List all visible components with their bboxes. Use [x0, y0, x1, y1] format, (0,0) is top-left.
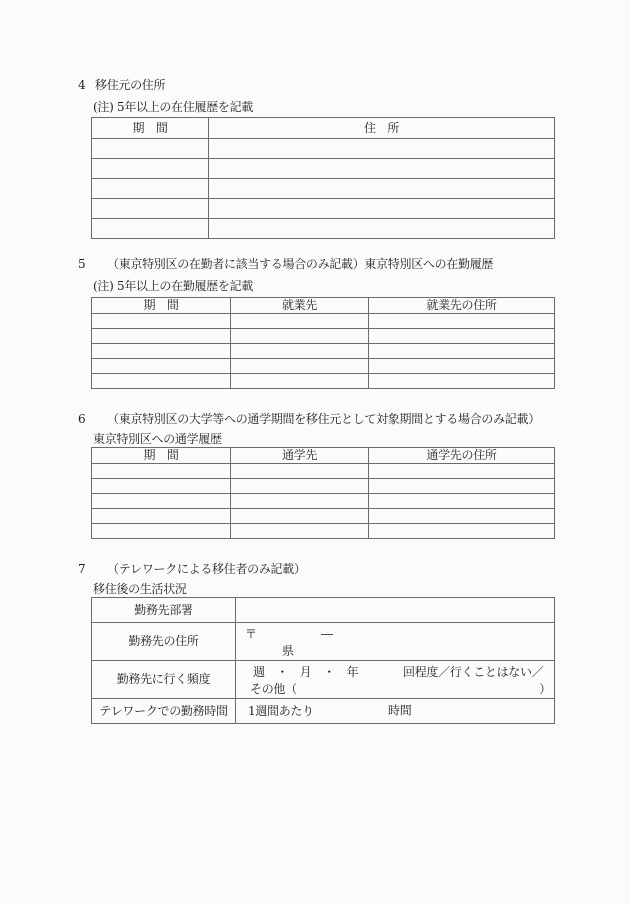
column-header-period: 期 間	[92, 298, 231, 314]
section-6-number: 6	[78, 412, 86, 426]
column-header-school-address: 通学先の住所	[369, 448, 555, 464]
empty-cell	[92, 159, 209, 179]
table-row-department	[92, 598, 555, 623]
postal-dash: ―	[321, 627, 333, 641]
table-row	[92, 494, 555, 509]
table-row	[92, 139, 555, 159]
empty-cell	[231, 494, 369, 509]
empty-cell	[369, 314, 555, 329]
empty-cell	[92, 374, 231, 389]
empty-cell	[369, 344, 555, 359]
empty-cell	[92, 344, 231, 359]
empty-cell	[369, 374, 555, 389]
section-7-heading	[78, 562, 306, 577]
empty-cell	[236, 598, 555, 623]
empty-cell	[369, 524, 555, 539]
empty-cell	[231, 509, 369, 524]
table-row	[92, 199, 555, 219]
section-7-title: （テレワークによる移住者のみ記載）	[107, 562, 306, 576]
work-history-table	[91, 297, 555, 389]
empty-cell	[231, 314, 369, 329]
empty-cell	[209, 219, 555, 239]
empty-cell	[92, 494, 231, 509]
frequency-suffix: 回程度／行くことはない／	[403, 665, 544, 679]
row-label-commute-frequency: 勤務先に行く頻度	[92, 661, 236, 699]
per-week-label: 1週間あたり	[248, 703, 314, 718]
empty-cell	[231, 359, 369, 374]
section-5-note: (注) 5年以上の在勤履歴を記載	[93, 279, 254, 293]
column-header-employer-address: 就業先の住所	[369, 298, 555, 314]
empty-cell	[209, 139, 555, 159]
residence-history-table	[91, 117, 555, 239]
column-header-school: 通学先	[231, 448, 369, 464]
table-row	[92, 159, 555, 179]
row-label-telework-hours: テレワークでの勤務時間	[92, 699, 236, 724]
telework-status-table	[91, 597, 555, 724]
other-option-close-paren: ）	[539, 682, 551, 696]
table-header-row	[92, 298, 555, 314]
section-4-title: 移住元の住所	[95, 78, 166, 92]
table-row	[92, 524, 555, 539]
empty-cell	[369, 464, 555, 479]
empty-cell	[92, 219, 209, 239]
hours-unit-label: 時間	[388, 703, 412, 718]
empty-cell	[231, 374, 369, 389]
table-row	[92, 464, 555, 479]
section-7-number: 7	[78, 562, 86, 576]
table-row	[92, 374, 555, 389]
telework-hours-cell	[236, 699, 555, 724]
empty-cell	[369, 479, 555, 494]
empty-cell	[92, 509, 231, 524]
table-row	[92, 219, 555, 239]
column-header-period: 期 間	[92, 118, 209, 139]
empty-cell	[369, 494, 555, 509]
prefecture-suffix: 県	[282, 644, 294, 658]
work-address-cell	[236, 623, 555, 661]
section-5-number: 5	[78, 257, 86, 271]
section-6-heading	[78, 412, 540, 427]
section-4-heading	[78, 78, 165, 93]
school-history-table	[91, 447, 555, 539]
section-6-title: （東京特別区の大学等への通学期間を移住元として対象期間とする場合のみ記載）	[107, 412, 540, 426]
column-header-address: 住 所	[209, 118, 555, 139]
frequency-choices: 週 ・ 月 ・ 年	[253, 665, 359, 679]
table-row	[92, 479, 555, 494]
empty-cell	[231, 329, 369, 344]
table-row	[92, 359, 555, 374]
table-header-row	[92, 448, 555, 464]
column-header-employer: 就業先	[231, 298, 369, 314]
table-row	[92, 344, 555, 359]
table-row-telework-hours	[92, 699, 555, 724]
empty-cell	[231, 479, 369, 494]
section-6-subtitle: 東京特別区への通学履歴	[93, 432, 222, 446]
empty-cell	[92, 464, 231, 479]
table-row	[92, 179, 555, 199]
row-label-work-address: 勤務先の住所	[92, 623, 236, 661]
empty-cell	[369, 359, 555, 374]
table-row	[92, 314, 555, 329]
table-header-row	[92, 118, 555, 139]
empty-cell	[92, 179, 209, 199]
table-row	[92, 329, 555, 344]
postal-mark: 〒	[245, 627, 257, 641]
empty-cell	[92, 479, 231, 494]
empty-cell	[231, 524, 369, 539]
empty-cell	[369, 329, 555, 344]
empty-cell	[209, 159, 555, 179]
empty-cell	[92, 139, 209, 159]
section-4-note: (注) 5年以上の在住履歴を記載	[93, 100, 254, 114]
section-5-title: （東京特別区の在勤者に該当する場合のみ記載）東京特別区への在勤履歴	[107, 257, 494, 271]
section-5-heading	[78, 257, 493, 272]
row-label-department: 勤務先部署	[92, 598, 236, 623]
empty-cell	[92, 524, 231, 539]
empty-cell	[92, 314, 231, 329]
empty-cell	[231, 464, 369, 479]
empty-cell	[209, 179, 555, 199]
table-row-commute-frequency	[92, 661, 555, 699]
table-row-work-address	[92, 623, 555, 661]
other-option-label: その他（	[250, 682, 297, 696]
empty-cell	[209, 199, 555, 219]
section-7-subtitle: 移住後の生活状況	[93, 582, 187, 596]
empty-cell	[92, 199, 209, 219]
empty-cell	[92, 359, 231, 374]
section-4-number: 4	[78, 78, 86, 92]
table-row	[92, 509, 555, 524]
commute-frequency-cell	[236, 661, 555, 699]
empty-cell	[369, 509, 555, 524]
empty-cell	[92, 329, 231, 344]
empty-cell	[231, 344, 369, 359]
column-header-period: 期 間	[92, 448, 231, 464]
